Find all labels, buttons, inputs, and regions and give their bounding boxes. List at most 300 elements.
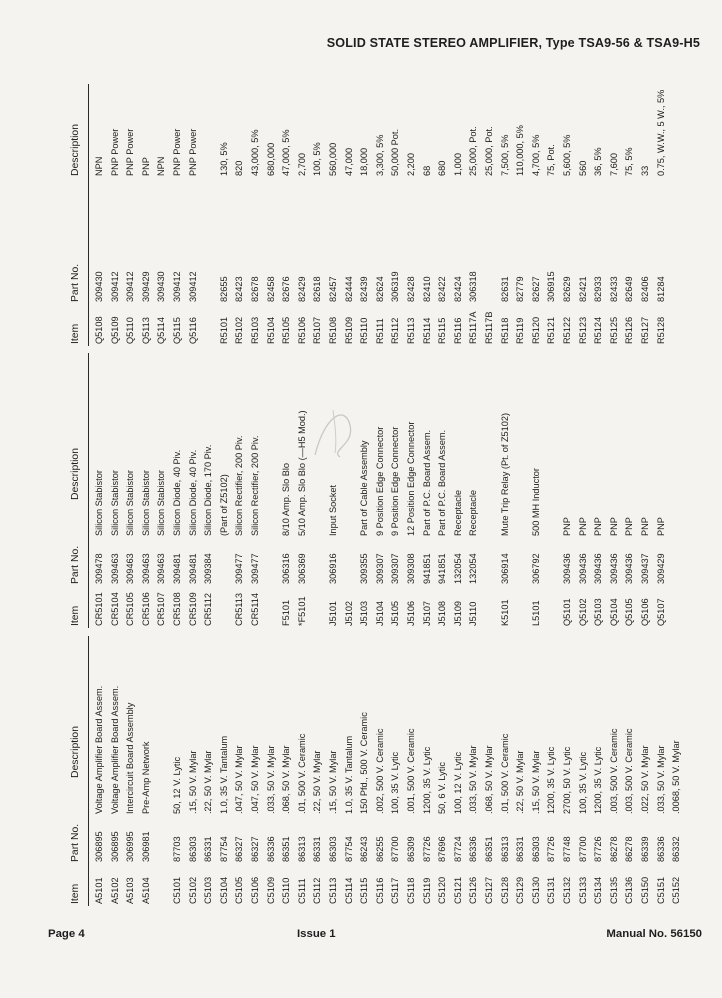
description-cell: Silicon Stabistor	[109, 470, 120, 536]
part-number-cell: 87700	[390, 836, 401, 862]
description-cell: .047, 50 V. Mylar	[234, 745, 245, 814]
part-number-cell: 86336	[655, 836, 666, 862]
part-number-cell: 86336	[265, 836, 276, 862]
table-row	[640, 353, 650, 628]
description-cell: .01, 500 V. Ceramic	[499, 733, 510, 814]
part-number-cell: 81284	[655, 276, 666, 302]
description-cell: .033, 50 V. Mylar	[468, 745, 479, 814]
table-row	[624, 84, 634, 346]
part-number-cell: 86243	[359, 836, 370, 862]
header-item: Item	[70, 323, 81, 344]
table-row	[468, 353, 478, 628]
part-number-cell: 82433	[608, 276, 619, 302]
item-cell: R5127	[640, 316, 650, 344]
description-cell: PNP	[593, 517, 604, 536]
item-cell: R5120	[530, 316, 541, 344]
part-number-cell: 309436	[608, 553, 619, 584]
item-cell: R5110	[359, 317, 370, 344]
table-row	[234, 636, 244, 906]
table-row	[156, 84, 166, 346]
description-cell: Silicon Stabistor	[156, 470, 167, 536]
page-title: SOLID STATE STEREO AMPLIFIER, Type TSA9-56 & TSA9-H5	[326, 36, 700, 50]
header-rule	[88, 353, 89, 628]
part-number-cell: 309308	[406, 553, 416, 584]
table-row	[390, 353, 400, 628]
table-row	[546, 84, 556, 346]
item-cell: R5126	[624, 316, 635, 344]
part-number-cell: 306995	[125, 831, 136, 862]
description-cell: 1200, 35 V. Lytic	[421, 746, 432, 814]
item-cell: Q5107	[655, 598, 666, 626]
part-number-cell: 82624	[374, 276, 385, 302]
description-cell: 75, Pot.	[546, 144, 557, 176]
description-cell: 75, 5%	[624, 147, 635, 176]
table-row	[203, 353, 213, 628]
part-number-cell: 86303	[530, 836, 541, 862]
header-part-no: Part No.	[70, 823, 81, 862]
description-cell: .01, 500 V. Ceramic	[296, 733, 307, 814]
table-row	[110, 636, 120, 906]
table-row	[484, 84, 494, 346]
item-cell: R5119	[515, 317, 526, 344]
table-row	[219, 353, 229, 628]
part-number-cell: 86331	[203, 836, 214, 862]
item-cell: A5102	[109, 877, 120, 904]
description-cell: 5/10 Amp. Slo Blo (—H5 Mod.)	[296, 410, 307, 536]
table-row	[359, 84, 369, 346]
part-number-cell: 87726	[421, 836, 432, 862]
item-cell: A5101	[94, 877, 104, 904]
part-number-cell: 309412	[109, 271, 120, 302]
part-number-cell: 82444	[343, 276, 354, 302]
table-row	[500, 636, 510, 906]
description-cell: 25,000, Pot.	[484, 126, 494, 176]
table-row	[609, 353, 619, 628]
item-cell: C5112	[312, 877, 323, 904]
part-number-cell: 86303	[328, 836, 338, 862]
table-row	[578, 84, 588, 346]
table-row	[141, 353, 151, 628]
table-row	[188, 84, 198, 346]
part-number-cell: 309436	[577, 553, 588, 584]
header-item: Item	[70, 883, 81, 904]
item-cell: C5121	[452, 876, 463, 904]
table-row	[593, 636, 603, 906]
part-number-cell: 86313	[296, 836, 307, 862]
description-cell: 0.75, W.W., 5 W., 5%	[655, 89, 666, 176]
item-cell: CR5113	[234, 592, 245, 626]
item-cell: J5108	[437, 600, 448, 626]
part-number-cell: 82423	[234, 276, 245, 302]
part-number-cell: 87724	[452, 836, 463, 862]
item-cell: C5130	[530, 876, 541, 904]
part-number-cell: 309412	[187, 271, 198, 302]
description-cell: PNP Power	[187, 128, 198, 176]
description-cell: Silicon Diode, 40 Piv.	[172, 449, 182, 536]
part-number-cell: 309355	[359, 553, 370, 584]
table-row	[406, 636, 416, 906]
part-number-cell: 82629	[562, 276, 572, 302]
part-number-cell: 306369	[296, 553, 307, 584]
part-number-cell: 87703	[172, 836, 182, 862]
description-cell: .068, 50 V. Mylar	[281, 745, 292, 814]
header-part-no: Part No.	[70, 545, 81, 584]
description-cell: 130, 5%	[218, 142, 229, 176]
item-cell: L5101	[530, 600, 541, 626]
table-row	[250, 84, 260, 346]
description-cell: 36, 5%	[593, 147, 604, 176]
item-cell: J5101	[328, 600, 338, 626]
description-cell: PNP Power	[125, 128, 136, 176]
description-cell: .068, 50 V. Mylar	[484, 745, 494, 814]
table-row	[437, 636, 447, 906]
item-cell: CR5104	[109, 592, 120, 626]
description-cell: .003, 500 V. Ceramic	[624, 728, 635, 814]
item-cell: R5109	[343, 316, 354, 344]
description-cell: Pre-Amp Network	[140, 741, 151, 814]
item-cell: Q5115	[172, 317, 182, 344]
table-row	[172, 636, 182, 906]
table-row	[640, 84, 650, 346]
description-cell: .22, 50 V. Mylar	[312, 750, 323, 814]
table-row	[375, 84, 385, 346]
table-row	[297, 636, 307, 906]
description-cell: Silicon Stabistor	[125, 470, 136, 536]
item-cell: J5102	[343, 600, 354, 626]
part-number-cell: 82410	[421, 276, 432, 302]
item-cell: C5131	[546, 876, 557, 904]
description-cell: Silicon Rectifier, 200 Piv.	[250, 435, 260, 536]
item-cell: A5103	[125, 877, 136, 904]
description-cell: .15, 50 V. Mylar	[328, 750, 338, 814]
item-cell: K5101	[499, 599, 510, 626]
description-cell: 43,000, 5%	[250, 129, 260, 176]
parts-column-1	[70, 636, 690, 906]
part-number-cell: 86313	[499, 836, 510, 862]
table-row	[250, 353, 260, 628]
item-cell: C5128	[499, 876, 510, 904]
table-row	[624, 353, 634, 628]
description-cell: 680	[437, 160, 448, 176]
description-cell: 9 Position Edge Connector	[390, 426, 401, 536]
part-number-cell: 941851	[421, 553, 432, 584]
item-cell: R5107	[312, 316, 323, 344]
description-cell: PNP	[655, 517, 666, 536]
description-cell: Silicon Diode, 170 Piv.	[203, 444, 214, 536]
item-cell: C5118	[406, 877, 416, 904]
table-row	[297, 84, 307, 346]
item-cell: R5128	[655, 316, 666, 344]
description-cell: 50,000 Pot.	[390, 129, 401, 176]
table-row	[141, 636, 151, 906]
item-cell: C5109	[265, 876, 276, 904]
manual-number: Manual No. 56150	[606, 928, 702, 940]
part-number-cell: 82458	[265, 276, 276, 302]
header-rule	[88, 84, 89, 346]
table-row	[250, 636, 260, 906]
description-cell: 2700, 50 V. Lytic	[562, 746, 572, 814]
item-cell: Q5110	[125, 317, 136, 344]
description-cell: 18,000	[359, 147, 370, 176]
description-cell: 8/10 Amp. Slo Blo	[281, 462, 292, 536]
table-row	[453, 353, 463, 628]
header-description: Description	[70, 448, 81, 500]
description-cell: .003, 500 V. Ceramic	[608, 728, 619, 814]
table-row	[546, 636, 556, 906]
table-row	[406, 84, 416, 346]
table-row	[188, 636, 198, 906]
item-cell: R5122	[562, 316, 572, 344]
part-number-cell: 82627	[530, 276, 541, 302]
description-cell: PNP	[624, 517, 635, 536]
part-number-cell: 86339	[640, 836, 650, 862]
part-number-cell: 86327	[234, 836, 245, 862]
description-cell: Receptacle	[452, 490, 463, 536]
part-number-cell: 309430	[94, 271, 104, 302]
table-row	[593, 353, 603, 628]
table-row	[375, 353, 385, 628]
part-number-cell: 86309	[406, 836, 416, 862]
table-row	[624, 636, 634, 906]
description-cell: 2,200	[406, 153, 416, 176]
description-cell: 50, 12 V. Lytic	[172, 756, 182, 814]
table-row	[219, 636, 229, 906]
description-cell: Silicon Stabistor	[94, 470, 104, 536]
description-cell: NPN	[94, 156, 104, 176]
part-number-cell: 309384	[203, 553, 214, 584]
item-cell: C5115	[359, 877, 370, 904]
item-cell: CR5101	[94, 592, 104, 626]
description-cell: 3,300, 5%	[374, 134, 385, 176]
description-cell: .0068, 50 V. Mylar	[671, 740, 682, 814]
part-number-cell: 82631	[499, 276, 510, 302]
table-row	[328, 636, 338, 906]
table-row	[266, 636, 276, 906]
description-cell: PNP	[577, 517, 588, 536]
item-cell: R5105	[281, 316, 292, 344]
description-cell: 2,700	[296, 153, 307, 176]
item-cell: C5106	[250, 876, 260, 904]
description-cell: 1.0, 35 V. Tantalum	[343, 735, 354, 814]
part-number-cell: 82649	[624, 276, 635, 302]
table-row	[110, 353, 120, 628]
description-cell: Part of P.C. Board Assem.	[437, 429, 448, 536]
table-row	[640, 636, 650, 906]
item-cell: CR5109	[187, 592, 198, 626]
table-row	[422, 353, 432, 628]
item-cell: R5103	[250, 316, 260, 344]
item-cell: R5121	[546, 316, 557, 344]
item-cell: Q5101	[562, 598, 572, 626]
item-cell: R5108	[328, 316, 338, 344]
item-cell: C5134	[593, 876, 604, 904]
item-cell: C5136	[624, 876, 635, 904]
description-cell: 12 Position Edge Connector	[406, 421, 416, 536]
item-cell: R5124	[593, 316, 604, 344]
item-cell: C5150	[640, 876, 650, 904]
description-cell: 820	[234, 160, 245, 176]
description-cell: Receptacle	[468, 490, 479, 536]
description-cell: 25,000, Pot.	[468, 126, 479, 176]
table-row	[656, 84, 666, 346]
item-cell: C5117	[390, 877, 401, 904]
part-number-cell: 309436	[593, 553, 604, 584]
item-cell: J5109	[452, 600, 463, 626]
description-cell: 100, 35 V. Lytic	[390, 751, 401, 814]
part-number-cell: 86332	[671, 836, 682, 862]
part-number-cell: 82406	[640, 276, 650, 302]
item-cell: J5104	[374, 600, 385, 626]
item-cell: C5103	[203, 876, 214, 904]
part-number-cell: 941851	[437, 553, 448, 584]
table-row	[562, 84, 572, 346]
item-cell: *F5101	[296, 596, 307, 626]
part-number-cell: 306792	[530, 553, 541, 584]
table-row	[234, 84, 244, 346]
item-cell: CR5107	[156, 592, 167, 626]
table-row	[562, 353, 572, 628]
part-number-cell: 309307	[374, 553, 385, 584]
table-row	[375, 636, 385, 906]
part-number-cell: 86331	[515, 836, 526, 862]
part-number-cell: 82424	[452, 276, 463, 302]
item-cell: F5101	[281, 599, 292, 626]
item-cell: J5105	[390, 600, 401, 626]
part-number-cell: 306319	[390, 271, 401, 302]
table-row	[531, 636, 541, 906]
item-cell: Q5108	[94, 316, 104, 344]
table-row	[156, 353, 166, 628]
item-cell: C5119	[421, 877, 432, 904]
item-cell: C5110	[281, 877, 292, 904]
table-row	[125, 353, 135, 628]
item-cell: C5105	[234, 876, 245, 904]
item-cell: J5107	[421, 600, 432, 626]
table-row	[219, 84, 229, 346]
parts-column-3	[70, 84, 690, 346]
table-row	[312, 636, 322, 906]
part-number-cell: 82422	[437, 276, 448, 302]
item-cell: R5125	[608, 316, 619, 344]
description-cell: Silicon Rectifier, 200 Piv.	[234, 435, 245, 536]
table-row	[390, 84, 400, 346]
part-number-cell: 306316	[281, 553, 292, 584]
table-row	[656, 636, 666, 906]
part-number-cell: 86278	[624, 836, 635, 862]
description-cell: 9 Position Edge Connector	[374, 426, 385, 536]
item-cell: R5101	[218, 316, 229, 344]
description-cell: PNP	[608, 517, 619, 536]
table-row	[422, 84, 432, 346]
table-row	[656, 353, 666, 628]
part-number-cell: 87700	[577, 836, 588, 862]
part-number-cell: 82678	[250, 276, 260, 302]
table-row	[515, 636, 525, 906]
table-row	[125, 84, 135, 346]
part-number-cell: 309481	[172, 553, 182, 584]
part-number-cell: 82428	[406, 276, 416, 302]
description-cell: 500 MH Inductor	[530, 468, 541, 536]
table-row	[531, 353, 541, 628]
table-row	[94, 636, 104, 906]
item-cell: C5133	[577, 876, 588, 904]
item-cell: CR5106	[140, 592, 151, 626]
item-cell: R5102	[234, 316, 245, 344]
table-row	[406, 353, 416, 628]
description-cell: .15, 50 V. Mylar	[187, 750, 198, 814]
part-number-cell: 309436	[562, 553, 572, 584]
item-cell: C5132	[562, 876, 572, 904]
item-cell: C5129	[515, 876, 526, 904]
part-number-cell: 87696	[437, 836, 448, 862]
description-cell: 110,000, 5%	[515, 125, 526, 176]
part-number-cell: 309429	[655, 553, 666, 584]
table-row	[437, 353, 447, 628]
table-row	[593, 84, 603, 346]
item-cell: CR5112	[203, 592, 214, 626]
item-cell: Q5102	[577, 598, 588, 626]
part-number-cell: 87726	[546, 836, 557, 862]
item-cell: C5116	[374, 877, 385, 904]
part-number-cell: 309437	[640, 553, 650, 584]
item-cell: C5127	[484, 876, 494, 904]
part-number-cell: 132054	[452, 553, 463, 584]
description-cell: PNP	[562, 517, 572, 536]
part-number-cell: 306895	[109, 831, 120, 862]
table-row	[94, 84, 104, 346]
item-cell: R5111	[374, 318, 385, 344]
description-cell: NPN	[156, 156, 167, 176]
item-cell: C5135	[608, 876, 619, 904]
table-row	[484, 636, 494, 906]
item-cell: R5106	[296, 316, 307, 344]
description-cell: 47,000, 5%	[281, 129, 292, 176]
part-number-cell: 306914	[499, 553, 510, 584]
part-number-cell: 86351	[484, 836, 494, 862]
part-number-cell: 86336	[468, 836, 479, 862]
table-row	[344, 636, 354, 906]
part-number-cell: 86255	[374, 836, 385, 862]
table-row	[172, 353, 182, 628]
description-cell: Voltage Amplifier Board Assem.	[94, 685, 104, 814]
item-cell: J5103	[359, 600, 370, 626]
part-number-cell: 82439	[359, 276, 370, 302]
part-number-cell: 86278	[608, 836, 619, 862]
item-cell: R5115	[437, 317, 448, 344]
part-number-cell: 87754	[343, 836, 354, 862]
item-cell: J5106	[406, 600, 416, 626]
part-number-cell: 86351	[281, 836, 292, 862]
part-number-cell: 309436	[624, 553, 635, 584]
description-cell: 1200, 35 V. Lytic	[593, 746, 604, 814]
description-cell: 1.0, 35 V. Tantalum	[218, 735, 229, 814]
description-cell: 5,600, 5%	[562, 134, 572, 176]
description-cell: Intercircuit Board Assembly	[125, 702, 136, 814]
part-number-cell: 309478	[94, 553, 104, 584]
parts-column-2	[70, 353, 690, 628]
part-number-cell: 309477	[234, 553, 245, 584]
handwritten-mark	[305, 395, 365, 465]
page-number: Page 4	[48, 928, 85, 940]
description-cell: Silicon Diode, 40 Piv.	[187, 449, 198, 536]
table-row	[453, 636, 463, 906]
part-number-cell: 306916	[328, 553, 338, 584]
item-cell: Q5109	[109, 316, 120, 344]
item-cell: Q5113	[140, 317, 151, 344]
description-cell: PNP	[140, 157, 151, 176]
item-cell: C5101	[172, 876, 182, 904]
description-cell: 47,000	[343, 147, 354, 176]
